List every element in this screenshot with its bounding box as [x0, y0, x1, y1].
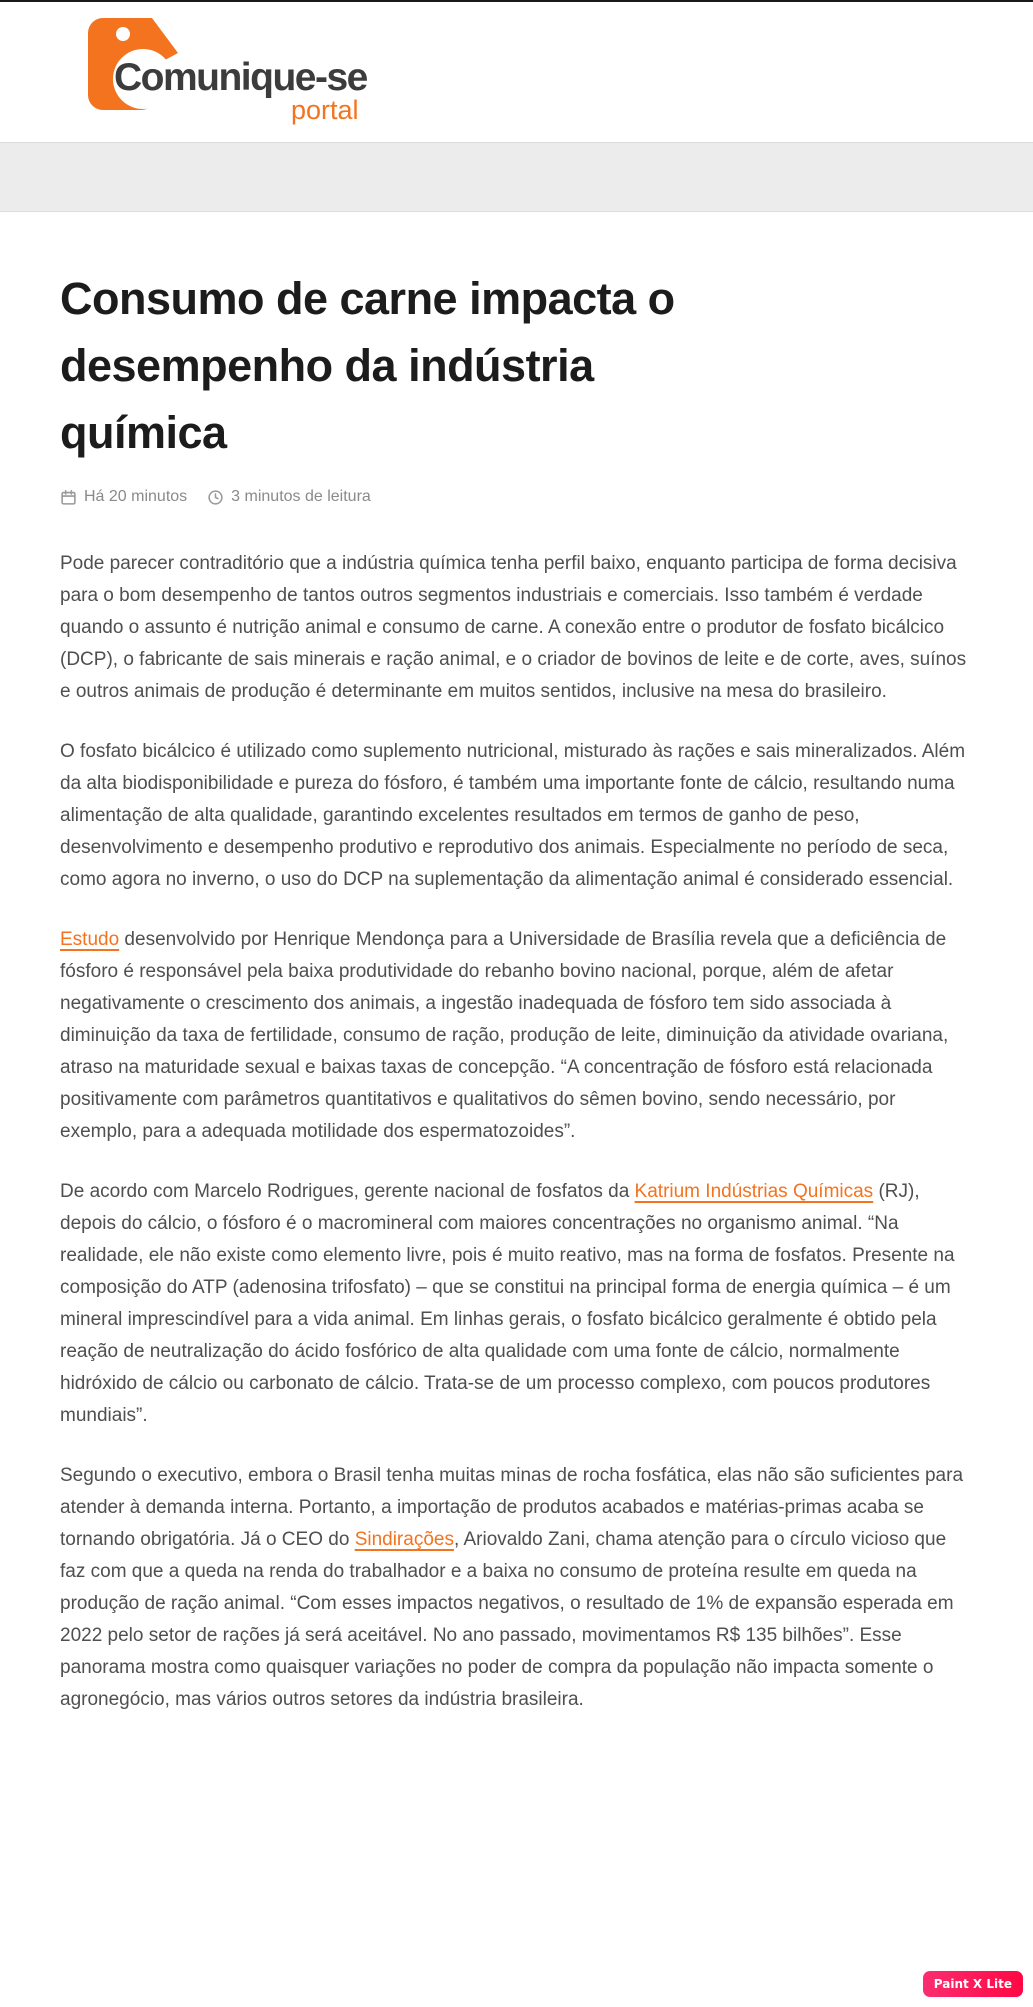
article-paragraph: Estudo desenvolvido por Henrique Mendonça para a Universidade de Brasília revela que a deficiência de fósforo é responsável pela baixa produtividade do rebanho bovino nacional, porque, além de afetar negativamente o crescimento dos animais, a ingestão inadequada de fósforo tem sido associada à diminuição da taxa de fertilidade, consumo de ração, produção de leite, diminuição da atividade ovariana, atraso na maturidade sexual e baixas taxas de concepção. “A concentração de fósforo está relacionada positivamente com parâmetros quantitativos e qualitativos do sêmen bovino, sendo necessário, por exemplo, para a adequada motilidade dos espermatozoides”.	[60, 929, 949, 1143]
clock-icon	[207, 489, 224, 506]
inline-link[interactable]: Sindirações	[354, 1529, 454, 1551]
article-meta	[60, 488, 975, 506]
logo-portal-label: portal	[291, 95, 359, 125]
reading-time-label: 3 minutos de leitura	[231, 488, 371, 506]
published-time	[60, 488, 187, 506]
reading-time	[207, 488, 371, 506]
article-paragraph: O fosfato bicálcico é utilizado como suplemento nutricional, misturado às rações e sais mineralizados. Além da alta biodisponibilidade e pureza do fósforo, é também uma importante fonte de cálcio, resultando numa alimentação de alta qualidade, garantindo excelentes resultados em termos de ganho de peso, desenvolvimento e desempenho produtivo e reprodutivo dos animais. Especialmente no período de seca, como agora no inverno, o uso do DCP na suplementação da alimentação animal é considerado essencial.	[60, 741, 966, 891]
article	[0, 212, 1033, 1774]
article-body	[60, 548, 975, 1716]
inline-link[interactable]: Estudo	[60, 929, 120, 951]
published-time-label: Há 20 minutos	[84, 488, 188, 506]
article-paragraph: De acordo com Marcelo Rodrigues, gerente nacional de fosfatos da Katrium Indústrias Químicas (RJ), depois do cálcio, o fósforo é o macromineral com maiores concentrações no organismo animal. “Na realidade, ele não existe como elemento livre, pois é muito reativo, mas na forma de fosfatos. Presente na composição do ATP (adenosina trifosfato) – que se constitui na principal forma de energia química – é um mineral imprescindível para a vida animal. Em linhas gerais, o fosfato bicálcico geralmente é obtido pela reação de neutralização do ácido fosfórico de alta qualidade com uma fonte de cálcio, normalmente hidróxido de cálcio ou carbonato de cálcio. Trata-se de um processo complexo, com poucos produtores mundiais”.	[60, 1181, 955, 1427]
logo-wordmark: Comunique-se	[114, 56, 367, 99]
paint-x-lite-badge[interactable]: Paint X Lite	[923, 1971, 1023, 1997]
site-logo[interactable]	[0, 2, 400, 142]
article-title: Consumo de carne impacta o desempenho da indústria química	[60, 273, 675, 459]
article-paragraph: Pode parecer contraditório que a indústria química tenha perfil baixo, enquanto participa de forma decisiva para o bom desempenho de tantos outros segmentos industriais e comerciais. Isso também é verdade quando o assunto é nutrição animal e consumo de carne. A conexão entre o produtor de fosfato bicálcico (DCP), o fabricante de sais minerais e ração animal, e o criador de bovinos de leite e de corte, aves, suínos e outros animais de produção é determinante em muitos sentidos, inclusive na mesa do brasileiro.	[60, 553, 967, 703]
subheader-bar	[0, 142, 1033, 212]
calendar-icon	[60, 489, 77, 506]
article-paragraph: Segundo o executivo, embora o Brasil tenha muitas minas de rocha fosfática, elas não são suficientes para atender à demanda interna. Portanto, a importação de produtos acabados e matérias-primas acaba se tornando obrigatória. Já o CEO do Sindirações, Ariovaldo Zani, chama atenção para o círculo vicioso que faz com que a queda na renda do trabalhador e a baixa no consumo de proteína resulte em queda na produção de ração animal. “Com esses impactos negativos, o resultado de 1% de expansão esperada em 2022 pelo setor de rações já será aceitável. No ano passado, movimentamos R$ 135 bilhões”. Esse panorama mostra como quaisquer variações no poder de compra da população não impacta somente o agronegócio, mas vários outros setores da indústria brasileira.	[60, 1465, 964, 1711]
site-header	[0, 2, 1033, 142]
inline-link[interactable]: Katrium Indústrias Químicas	[634, 1181, 874, 1203]
